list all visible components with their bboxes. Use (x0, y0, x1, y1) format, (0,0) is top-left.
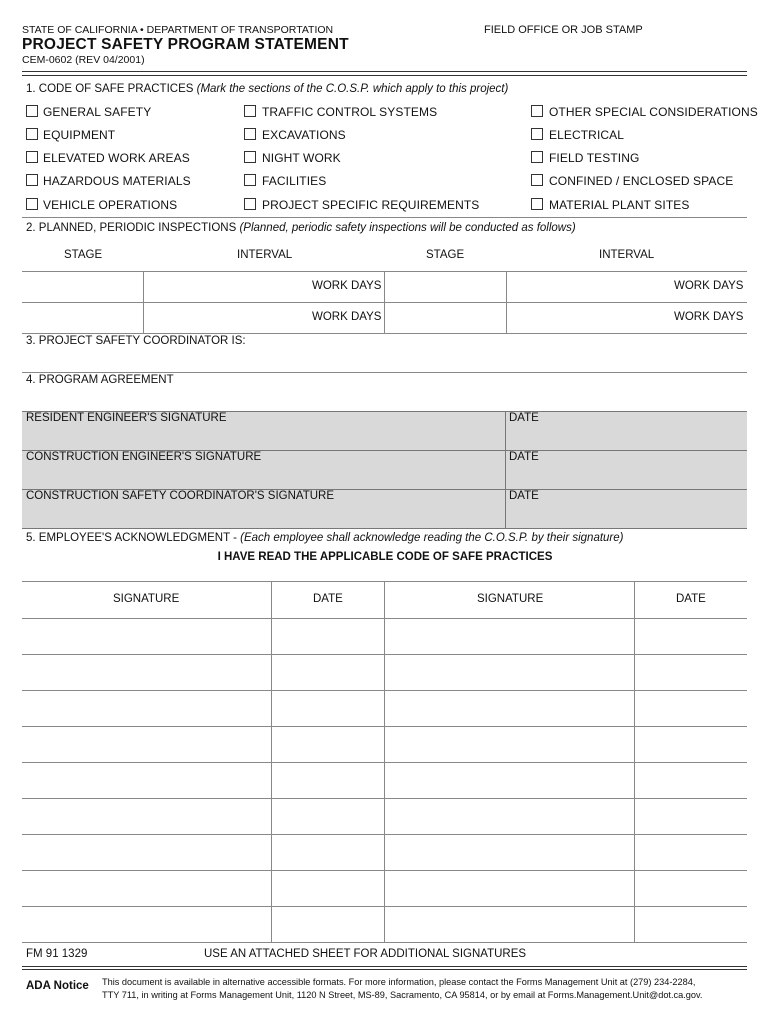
agency-line: STATE OF CALIFORNIA • DEPARTMENT OF TRANSPORTATION (22, 24, 334, 36)
signature-field[interactable] (22, 464, 504, 488)
date-field[interactable] (507, 503, 745, 527)
section1-note: (Mark the sections of the C.O.S.P. which apply to this project) (196, 83, 509, 95)
work-days-label: WORK DAYS (312, 311, 382, 323)
checkbox-label: PROJECT SPECIFIC REQUIREMENTS (262, 198, 480, 212)
date-label: DATE (509, 412, 539, 424)
date-column-header: DATE (676, 593, 706, 605)
section2-title: 2. PLANNED, PERIODIC INSPECTIONS (26, 222, 237, 234)
form-id: CEM-0602 (REV 04/2001) (22, 54, 145, 66)
date-column-header: DATE (313, 593, 343, 605)
stage-input[interactable] (386, 303, 505, 332)
checkbox-label: ELECTRICAL (549, 128, 625, 142)
work-days-label: WORK DAYS (674, 280, 744, 292)
checkbox-label: CONFINED / ENCLOSED SPACE (549, 174, 734, 188)
checkbox-label: FIELD TESTING (549, 151, 640, 165)
date-label: DATE (509, 490, 539, 502)
construction-safety-coordinator-signature-label: CONSTRUCTION SAFETY COORDINATOR'S SIGNATURE (26, 490, 335, 502)
date-field[interactable] (507, 425, 745, 449)
date-field[interactable] (507, 464, 745, 488)
section5-title: 5. EMPLOYEE'S ACKNOWLEDGMENT - (26, 532, 237, 544)
checkbox-material-plant-sites[interactable] (531, 198, 543, 210)
interval-header: INTERVAL (599, 249, 655, 261)
checkbox-traffic-control-systems[interactable] (244, 105, 256, 117)
ada-notice-text (102, 976, 702, 1001)
safety-coordinator-input[interactable] (250, 334, 745, 370)
resident-engineer-signature-label: RESIDENT ENGINEER'S SIGNATURE (26, 412, 227, 424)
checkbox-hazardous-materials[interactable] (26, 174, 38, 186)
section4-heading: 4. PROGRAM AGREEMENT (26, 374, 174, 386)
checkbox-project-specific-requirements[interactable] (244, 198, 256, 210)
stage-input[interactable] (22, 303, 142, 332)
checkbox-label: MATERIAL PLANT SITES (549, 198, 690, 212)
page-title: PROJECT SAFETY PROGRAM STATEMENT (22, 36, 349, 53)
checkbox-vehicle-operations[interactable] (26, 198, 38, 210)
section3-heading: 3. PROJECT SAFETY COORDINATOR IS: (26, 335, 246, 347)
construction-engineer-signature-label: CONSTRUCTION ENGINEER'S SIGNATURE (26, 451, 262, 463)
ada-notice-line: This document is available in alternative accessible formats. For more information, please contact the Forms Management Unit at (279) 234-2284, (102, 977, 696, 987)
acknowledgment-statement: I HAVE READ THE APPLICABLE CODE OF SAFE PRACTICES (217, 551, 553, 563)
signature-column-header: SIGNATURE (477, 593, 544, 605)
additional-signatures-note: USE AN ATTACHED SHEET FOR ADDITIONAL SIGNATURES (204, 948, 527, 960)
checkbox-excavations[interactable] (244, 128, 256, 140)
checkbox-equipment[interactable] (26, 128, 38, 140)
checkbox-label: TRAFFIC CONTROL SYSTEMS (262, 105, 438, 119)
stage-input[interactable] (386, 272, 505, 301)
checkbox-label: HAZARDOUS MATERIALS (43, 174, 191, 188)
ada-notice-line: TTY 711, in writing at Forms Management Unit, 1120 N Street, MS-89, Sacramento, CA 95814, or by email at Forms.Management.Unit@dot.ca.gov. (102, 989, 703, 1000)
signature-column-header: SIGNATURE (113, 593, 180, 605)
employee-signature-grid[interactable] (22, 619, 747, 942)
date-label: DATE (509, 451, 539, 463)
checkbox-label: ELEVATED WORK AREAS (43, 151, 190, 165)
checkbox-label: EXCAVATIONS (262, 128, 346, 142)
ada-notice-label: ADA Notice (26, 980, 89, 992)
section1-title: 1. CODE OF SAFE PRACTICES (26, 83, 194, 95)
field-office-stamp-label: FIELD OFFICE OR JOB STAMP (484, 24, 643, 36)
checkbox-label: EQUIPMENT (43, 128, 116, 142)
checkbox-night-work[interactable] (244, 151, 256, 163)
stage-header: STAGE (64, 249, 103, 261)
work-days-label: WORK DAYS (674, 311, 744, 323)
checkbox-label: OTHER SPECIAL CONSIDERATIONS (549, 105, 758, 119)
stage-input[interactable] (22, 272, 142, 301)
section1-heading (26, 83, 508, 95)
signature-field[interactable] (22, 425, 504, 449)
checkbox-label: NIGHT WORK (262, 151, 341, 165)
checkbox-confined-enclosed-space[interactable] (531, 174, 543, 186)
section5-heading (26, 532, 624, 544)
checkbox-elevated-work-areas[interactable] (26, 151, 38, 163)
checkbox-general-safety[interactable] (26, 105, 38, 117)
checkbox-label: GENERAL SAFETY (43, 105, 152, 119)
checkbox-electrical[interactable] (531, 128, 543, 140)
signature-field[interactable] (22, 503, 504, 527)
checkbox-label: FACILITIES (262, 174, 327, 188)
checkbox-other-special-considerations[interactable] (531, 105, 543, 117)
work-days-label: WORK DAYS (312, 280, 382, 292)
checkbox-label: VEHICLE OPERATIONS (43, 198, 178, 212)
interval-header: INTERVAL (237, 249, 293, 261)
checkbox-field-testing[interactable] (531, 151, 543, 163)
section5-note: (Each employee shall acknowledge reading the C.O.S.P. by their signature) (240, 532, 624, 544)
stage-header: STAGE (426, 249, 465, 261)
form-code: FM 91 1329 (26, 948, 88, 960)
section2-note: (Planned, periodic safety inspections will be conducted as follows) (239, 222, 576, 234)
checkbox-facilities[interactable] (244, 174, 256, 186)
section2-heading (26, 222, 576, 234)
